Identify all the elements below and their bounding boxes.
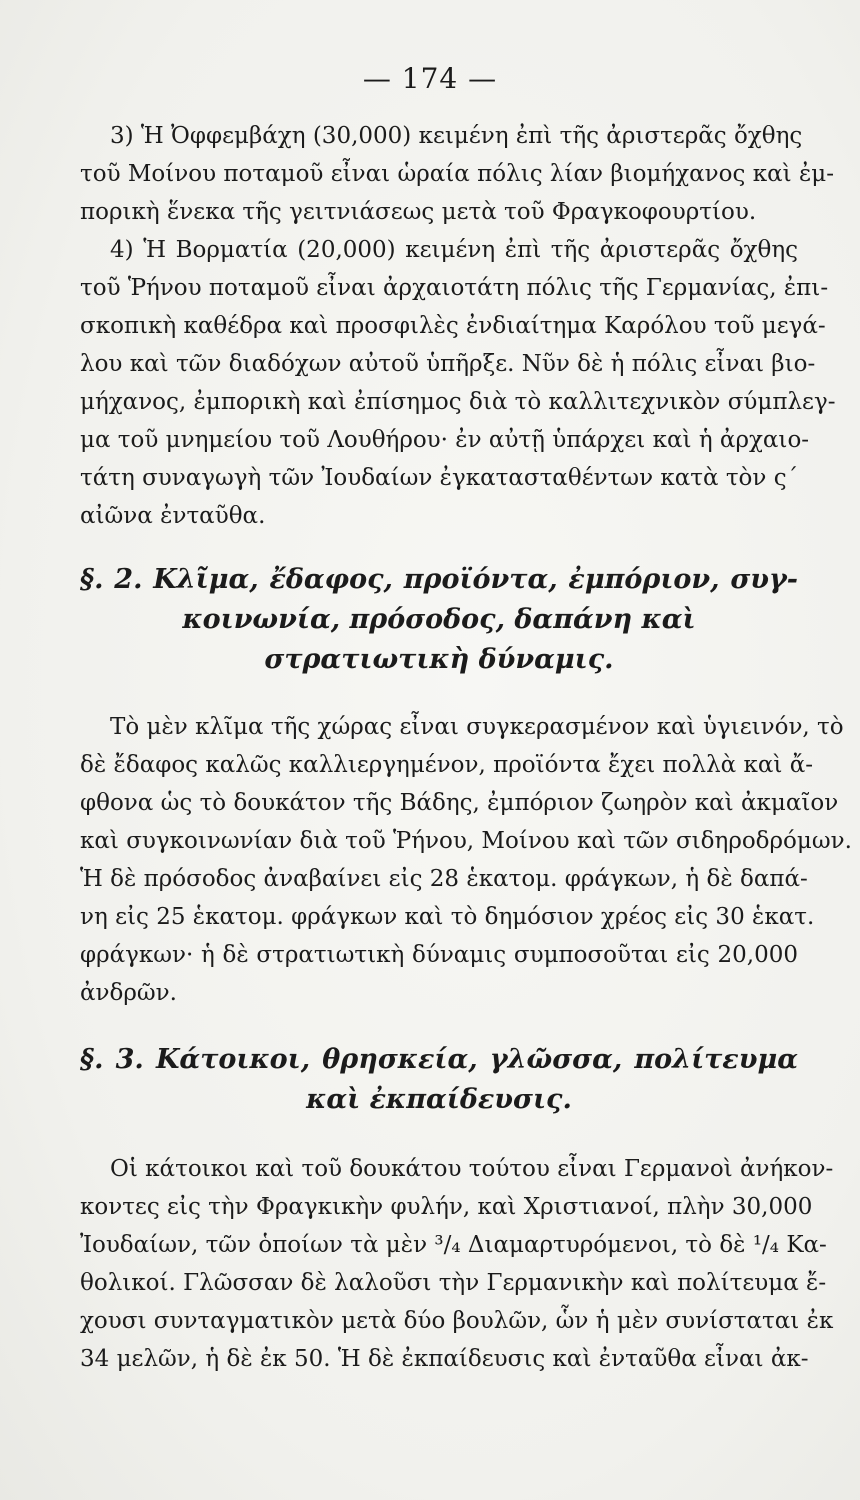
section-3-heading	[80, 1040, 798, 1120]
text-line: μήχανος, ἐμπορικὴ καὶ ἐπίσημος διὰ τὸ καλλιτεχνικὸν σύμπλεγ-	[80, 389, 836, 415]
text-line: ἀνδρῶν.	[80, 980, 177, 1006]
text-line: 3) Ἡ Ὀφφεμβάχη (30,000) κειμένη ἐπὶ τῆς ἀριστερᾶς ὄχθης	[110, 123, 803, 149]
text-line: Τὸ μὲν κλῖμα τῆς χώρας εἶναι συγκερασμένον καὶ ὑγιεινόν, τὸ	[110, 714, 844, 740]
text-line: τοῦ Μοίνου ποταμοῦ εἶναι ὡραία πόλις λίαν βιομήχανος καὶ ἐμ-	[80, 161, 835, 187]
heading-line: §. 2. Κλῖμα, ἔδαφος, προϊόντα, ἐμπόριον, συγ-	[80, 564, 798, 595]
text-line: αἰῶνα ἐνταῦθα.	[80, 503, 266, 529]
paragraph-offenbach	[80, 117, 835, 231]
text-line: χουσι συνταγματικὸν μετὰ δύο βουλῶν, ὧν ἡ μὲν συνίσταται ἐκ	[80, 1308, 834, 1334]
text-line: φθονα ὡς τὸ δουκάτον τῆς Βάδης, ἐμπόριον ζωηρὸν καὶ ἀκμαῖον	[80, 790, 839, 816]
heading-line: καὶ ἐκπαίδευσις.	[306, 1084, 572, 1115]
text-line: μα τοῦ μνημείου τοῦ Λουθήρου· ἐν αὐτῇ ὑπάρχει καὶ ἡ ἀρχαιο-	[80, 427, 810, 453]
heading-line: κοινωνία, πρόσοδος, δαπάνη καὶ	[182, 604, 696, 635]
text-line: λου καὶ τῶν διαδόχων αὐτοῦ ὑπῆρξε. Νῦν δὲ ἡ πόλις εἶναι βιο-	[80, 351, 816, 377]
text-line: καὶ συγκοινωνίαν διὰ τοῦ Ῥήνου, Μοίνου καὶ τῶν σιδηροδρόμων.	[80, 828, 852, 854]
text-line: σκοπικὴ καθέδρα καὶ προσφιλὲς ἐνδιαίτημα Καρόλου τοῦ μεγά-	[80, 313, 826, 339]
text-line: 4) Ἡ Βορματία (20,000) κειμένη ἐπὶ τῆς ἀριστερᾶς ὄχθης	[110, 237, 798, 263]
section-3-body	[80, 1150, 834, 1378]
heading-line: στρατιωτικὴ δύναμις.	[264, 644, 614, 675]
text-line: Οἱ κάτοικοι καὶ τοῦ δουκάτου τούτου εἶναι Γερμανοὶ ἀνήκον-	[110, 1156, 834, 1182]
section-2-heading	[80, 560, 798, 680]
section-2-body	[80, 708, 852, 1012]
text-line: 34 μελῶν, ἡ δὲ ἐκ 50. Ἡ δὲ ἐκπαίδευσις καὶ ἐνταῦθα εἶναι ἀκ-	[80, 1346, 809, 1372]
paragraph-worms	[80, 231, 836, 535]
text-line: νη εἰς 25 ἑκατομ. φράγκων καὶ τὸ δημόσιον χρέος εἰς 30 ἑκατ.	[80, 904, 815, 930]
text-line: τοῦ Ῥήνου ποταμοῦ εἶναι ἀρχαιοτάτη πόλις τῆς Γερμανίας, ἐπι-	[80, 275, 829, 301]
heading-line: §. 3. Κάτοικοι, θρησκεία, γλῶσσα, πολίτευμα	[80, 1044, 798, 1075]
text-line: Ἰουδαίων, τῶν ὁποίων τὰ μὲν ³/₄ Διαμαρτυρόμενοι, τὸ δὲ ¹/₄ Κα-	[80, 1232, 827, 1258]
page-number: — 174 —	[362, 62, 498, 95]
text-line: πορικὴ ἕνεκα τῆς γειτνιάσεως μετὰ τοῦ Φραγκοφουρτίου.	[80, 199, 757, 225]
text-line: θολικοί. Γλῶσσαν δὲ λαλοῦσι τὴν Γερμανικὴν καὶ πολίτευμα ἔ-	[80, 1270, 827, 1296]
text-line: τάτη συναγωγὴ τῶν Ἰουδαίων ἐγκατασταθέντων κατὰ τὸν ς´	[80, 465, 799, 491]
text-line: κοντες εἰς τὴν Φραγκικὴν φυλήν, καὶ Χριστιανοί, πλὴν 30,000	[80, 1194, 813, 1220]
text-line: δὲ ἔδαφος καλῶς καλλιεργημένον, προϊόντα ἔχει πολλὰ καὶ ἄ-	[80, 752, 814, 778]
text-line: φράγκων· ἡ δὲ στρατιωτικὴ δύναμις συμποσοῦται εἰς 20,000	[80, 942, 798, 968]
text-line: Ἡ δὲ πρόσοδος ἀναβαίνει εἰς 28 ἑκατομ. φράγκων, ἡ δὲ δαπά-	[80, 866, 808, 892]
